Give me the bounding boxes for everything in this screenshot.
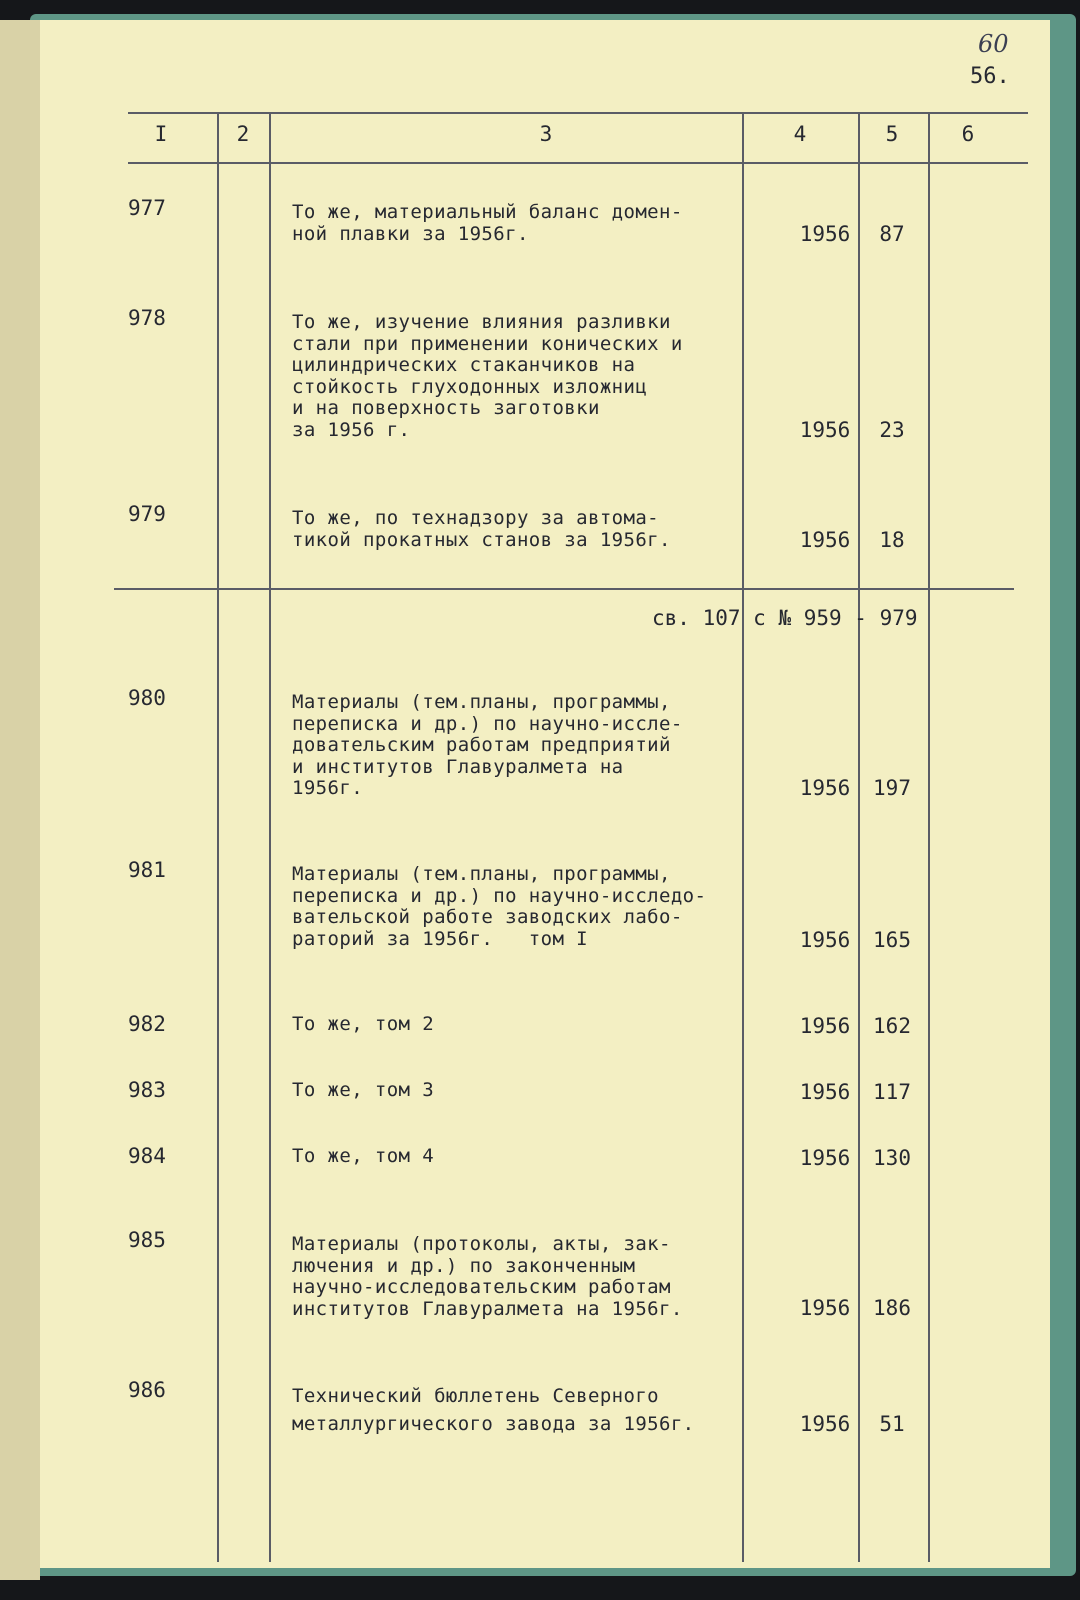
item-sheet-count: 18 bbox=[879, 528, 905, 552]
item-description: То же, по технадзору за автома- тикой прокатных станов за 1956г. bbox=[292, 507, 671, 551]
item-sheet-count: 197 bbox=[873, 776, 911, 800]
item-sheet-count: 162 bbox=[873, 1014, 911, 1038]
item-number: 981 bbox=[128, 858, 166, 882]
item-year: 1956 bbox=[799, 776, 851, 800]
item-year: 1956 bbox=[799, 1014, 851, 1038]
item-year: 1956 bbox=[799, 1412, 851, 1436]
item-number: 982 bbox=[128, 1012, 166, 1036]
header-bottom-rule bbox=[128, 162, 1028, 164]
item-sheet-count: 165 bbox=[873, 928, 911, 952]
section-summary: св. 107 с № 959 - 979 bbox=[652, 606, 918, 630]
item-year: 1956 bbox=[799, 528, 851, 552]
page-number: 56. bbox=[970, 64, 1010, 89]
table-top-rule bbox=[128, 112, 1028, 114]
item-sheet-count: 130 bbox=[873, 1146, 911, 1170]
item-number: 986 bbox=[128, 1378, 166, 1402]
item-number: 978 bbox=[128, 306, 166, 330]
section-rule bbox=[114, 588, 1014, 590]
item-year: 1956 bbox=[799, 1146, 851, 1170]
column-header-6: 6 bbox=[961, 122, 975, 146]
item-sheet-count: 117 bbox=[873, 1080, 911, 1104]
adjacent-page bbox=[0, 20, 40, 1580]
column-header-5: 5 bbox=[885, 122, 899, 146]
item-description: То же, том 3 bbox=[292, 1079, 435, 1101]
column-header-1: I bbox=[154, 122, 168, 146]
item-number: 984 bbox=[128, 1144, 166, 1168]
item-description: Материалы (протоколы, акты, зак- лючения и др.) по законченным научно-исследовательским работам институтов Главуралмета на 1956г. bbox=[292, 1233, 683, 1320]
document-page bbox=[40, 20, 1050, 1568]
item-number: 983 bbox=[128, 1078, 166, 1102]
item-year: 1956 bbox=[799, 222, 851, 246]
item-year: 1956 bbox=[799, 928, 851, 952]
item-description: Технический бюллетень Северного металлургического завода за 1956г. bbox=[292, 1385, 695, 1435]
column-divider bbox=[269, 112, 271, 1562]
item-sheet-count: 186 bbox=[873, 1296, 911, 1320]
item-number: 985 bbox=[128, 1228, 166, 1252]
item-number: 979 bbox=[128, 502, 166, 526]
item-year: 1956 bbox=[799, 1080, 851, 1104]
item-sheet-count: 23 bbox=[879, 418, 905, 442]
column-header-4: 4 bbox=[793, 122, 807, 146]
item-description: Материалы (тем.планы, программы, переписка и др.) по научно-иссле- довательским работам предприятий и институтов Главуралмета на 1956г. bbox=[292, 691, 683, 799]
item-year: 1956 bbox=[799, 418, 851, 442]
item-sheet-count: 87 bbox=[879, 222, 905, 246]
column-header-2: 2 bbox=[236, 122, 250, 146]
column-divider bbox=[217, 112, 219, 1562]
item-sheet-count: 51 bbox=[879, 1412, 905, 1436]
item-number: 980 bbox=[128, 686, 166, 710]
column-divider bbox=[928, 112, 930, 1562]
column-header-3: 3 bbox=[539, 122, 553, 146]
item-description: То же, изучение влияния разливки стали при применении конических и цилиндрических стаканчиков на стойкость глуходонных изложниц и на поверхность заготовки за 1956 г. bbox=[292, 311, 683, 441]
item-description: То же, том 2 bbox=[292, 1013, 435, 1035]
handwritten-page-number: 60 bbox=[978, 30, 1009, 58]
item-description: То же, том 4 bbox=[292, 1145, 435, 1167]
item-description: Материалы (тем.планы, программы, переписка и др.) по научно-исследо- вательской работе заводских лабо- раторий за 1956г. том I bbox=[292, 863, 707, 950]
item-number: 977 bbox=[128, 196, 166, 220]
column-divider bbox=[858, 112, 860, 1562]
item-description: То же, материальный баланс домен- ной плавки за 1956г. bbox=[292, 201, 683, 245]
item-year: 1956 bbox=[799, 1296, 851, 1320]
